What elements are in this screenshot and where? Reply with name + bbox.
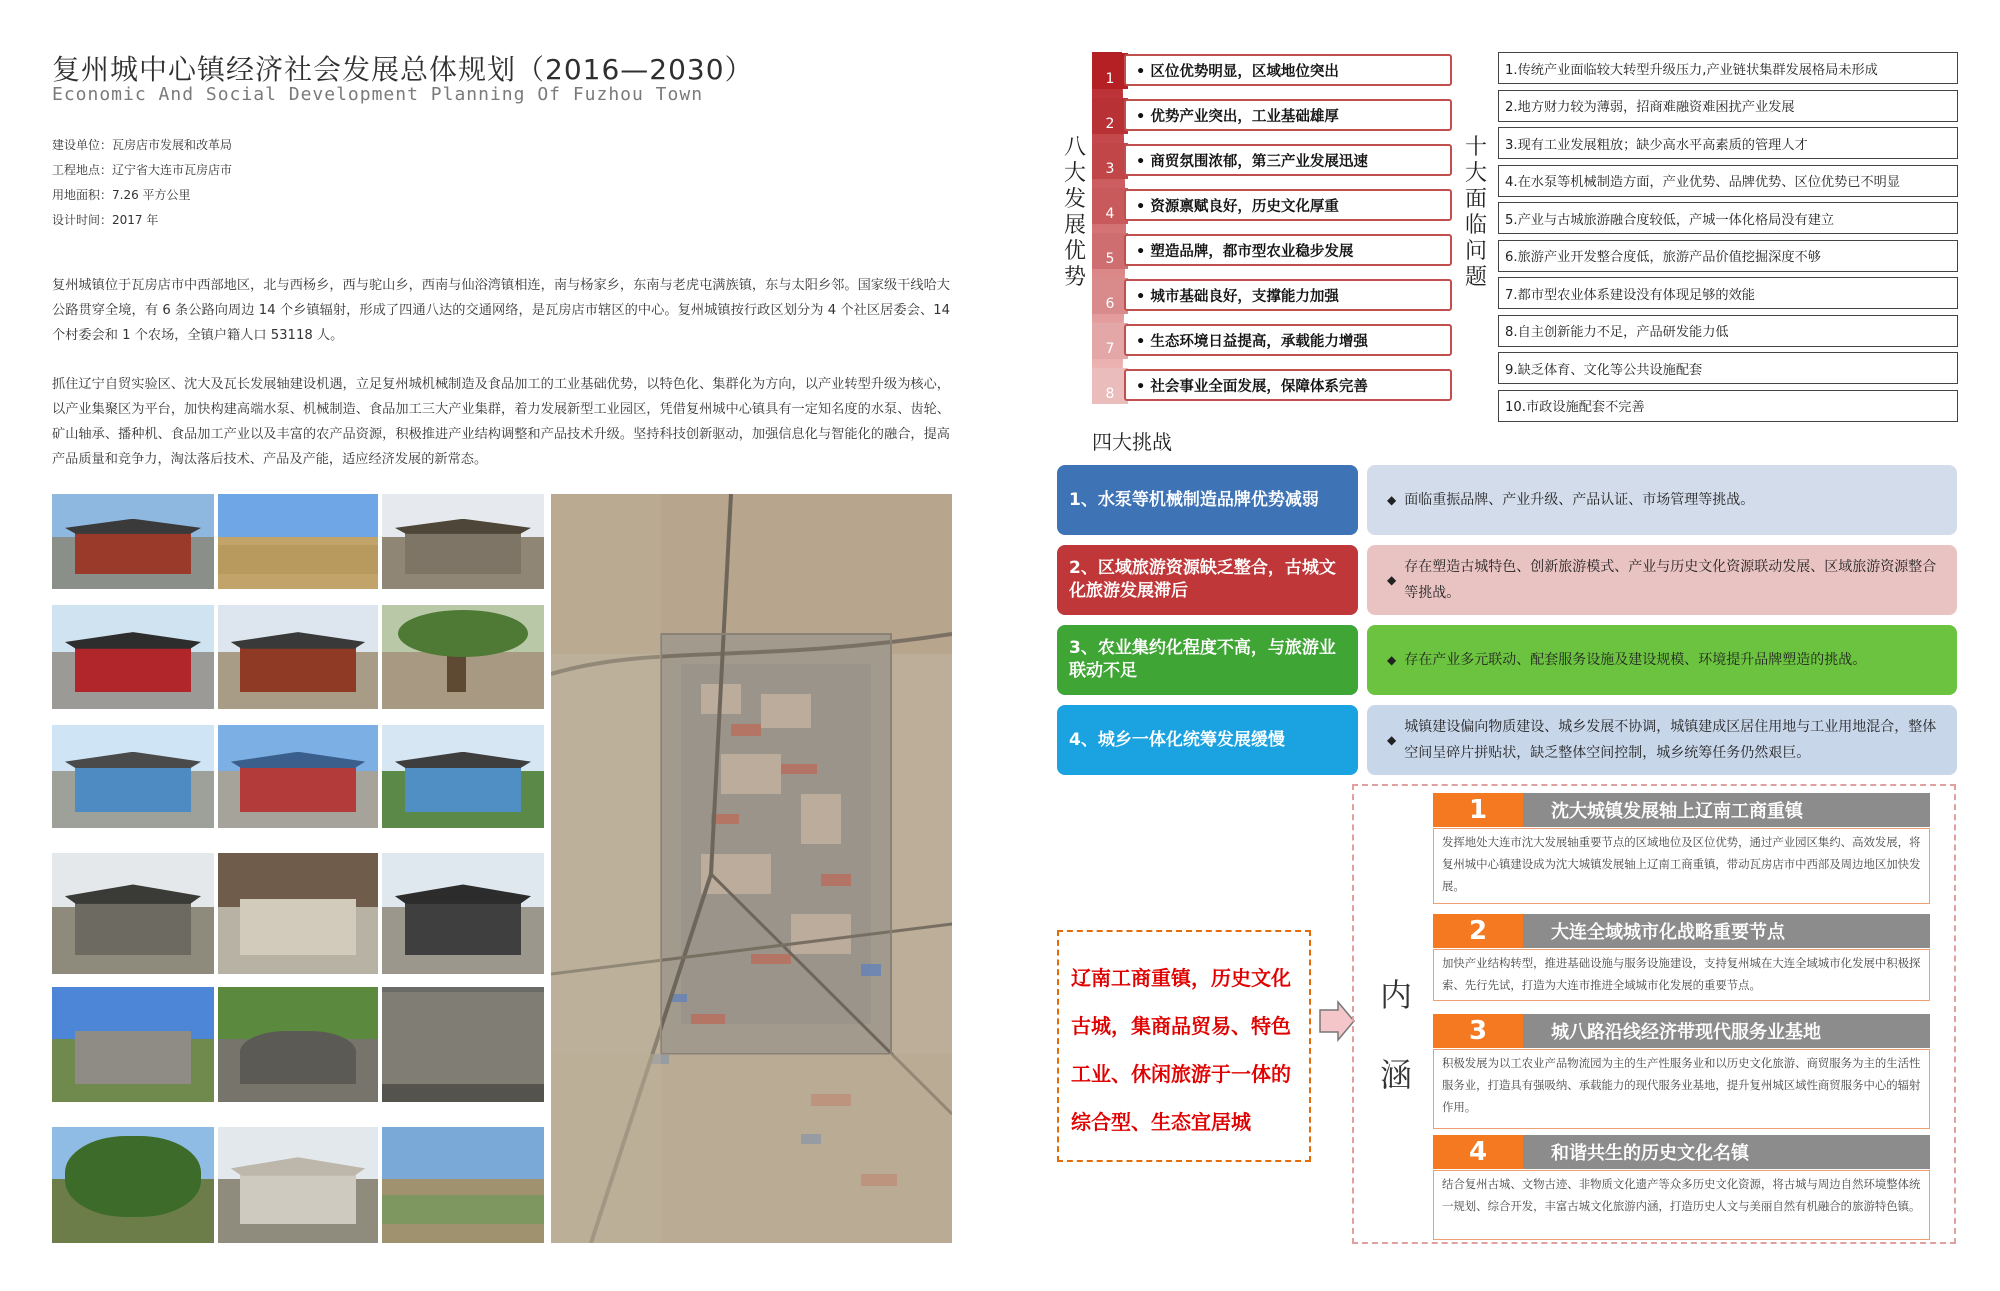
problem-item: 5.产业与古城旅游融合度较低，产城一体化格局没有建立 bbox=[1498, 202, 1958, 234]
diamond-bullet-icon: ◆ bbox=[1387, 573, 1397, 587]
connotation-title: 大连全域城市化战略重要节点 bbox=[1551, 922, 1785, 943]
connotation-number: 3 bbox=[1433, 1014, 1523, 1048]
connotation-title: 沈大城镇发展轴上辽南工商重镇 bbox=[1551, 801, 1803, 822]
photo-blue-temple bbox=[52, 725, 214, 828]
photo-memorial-arch bbox=[218, 1127, 378, 1243]
connotation-title: 城八路沿线经济带现代服务业基地 bbox=[1551, 1022, 1821, 1043]
satellite-map bbox=[551, 494, 952, 1243]
connotation-body: 结合复州古城、文物古迹、非物质文化遗产等众多历史文化资源，将古城与周边自然环境整体统一规划、综合开发，丰富古城文化旅游内涵，打造历史人文与美丽自然有机融合的旅游特色镇。 bbox=[1433, 1170, 1930, 1240]
advantage-item bbox=[1092, 143, 1454, 179]
advantage-item bbox=[1092, 188, 1454, 224]
connotation-body: 加快产业结构转型，推进基础设施与服务设施建设，支持复州城在大连全域城市化发展中积极探索、先行先试，打造为大连市推进全域城市化发展的重要节点。 bbox=[1433, 949, 1930, 1001]
photo-temple-red bbox=[52, 605, 214, 709]
diamond-bullet-icon: ◆ bbox=[1387, 653, 1397, 667]
intro-paragraph: 复州城镇位于瓦房店市中西部地区，北与西杨乡，西与驼山乡，西南与仙浴湾镇相连，南与杨家乡，东南与老虎屯满族镇，东与太阳乡邻。国家级干线哈大公路贯穿全境，有 6 条公路向周边 14 个乡镇辐射，形成了四通八达的交通网络，是瓦房店市辖区的中心。复州城镇按行政区划分为 4 个社区居委会、14 个村委会和 1 个农场，全镇户籍人口 53118 人。 bbox=[52, 278, 950, 343]
connotation-title: 和谐共生的历史文化名镇 bbox=[1551, 1143, 1749, 1164]
strategy-paragraph: 抓住辽宁自贸实验区、沈大及瓦长发展轴建设机遇，立足复州城机械制造及食品加工的工业基础优势，以特色化、集群化为方向，以产业转型升级为核心，以产业集聚区为平台，加快构建高端水泵、机械制造、食品加工三大产业集群，着力发展新型工业园区，凭借复州城中心镇具有一定知名度的水泵、齿轮、矿山轴承、播种机、食品加工产业以及丰富的农产品资源，积极推进产业结构调整和产品技术升级。坚持科技创新驱动，加强信息化与智能化的融合，提高产品质量和竞争力，淘汰落后技术、产品及产能，适应经济发展的新常态。 bbox=[52, 377, 950, 467]
diamond-bullet-icon: ◆ bbox=[1387, 733, 1397, 747]
connotation-label: 内涵 bbox=[1379, 976, 1412, 1094]
advantage-item bbox=[1092, 278, 1454, 314]
advantage-item bbox=[1092, 53, 1454, 89]
meta-location: 工程地点：辽宁省大连市瓦房店市 bbox=[52, 163, 233, 177]
positioning-slogan: 辽南工商重镇，历史文化古城，集商品贸易、特色工业、休闲旅游于一体的综合型、生态宜居城 bbox=[1057, 930, 1311, 1162]
advantage-number: 6 bbox=[1092, 278, 1128, 314]
advantages-label: 八大发展优势 bbox=[1063, 135, 1086, 290]
page-subtitle-en: Economic And Social Development Planning Of Fuzhou Town bbox=[52, 84, 704, 105]
challenge-description bbox=[1367, 545, 1957, 615]
connotation-heading bbox=[1433, 1014, 1930, 1048]
challenge-title: 2、区域旅游资源缺乏整合，古城文化旅游发展滞后 bbox=[1057, 545, 1358, 615]
advantage-number: 4 bbox=[1092, 188, 1128, 224]
advantage-item bbox=[1092, 98, 1454, 134]
advantage-text: • 社会事业全面发展，保障体系完善 bbox=[1124, 369, 1452, 401]
challenge-description-text: 存在产业多元联动、配套服务设施及建设规模、环境提升品牌塑造的挑战。 bbox=[1404, 652, 1867, 668]
connotation-body: 发挥地处大连市沈大发展轴重要节点的区域地位及区位优势，通过产业园区集约、高效发展，将复州城中心镇建设成为沈大城镇发展轴上辽南工商重镇，带动瓦房店市中西部及周边地区加快发展。 bbox=[1433, 828, 1930, 904]
advantage-item bbox=[1092, 233, 1454, 269]
connotation-number: 2 bbox=[1433, 914, 1523, 948]
connotation-heading bbox=[1433, 1135, 1930, 1169]
advantage-text: • 生态环境日益提高，承载能力增强 bbox=[1124, 324, 1452, 356]
challenge-title: 1、水泵等机械制造品牌优势减弱 bbox=[1057, 465, 1358, 535]
challenge-description-text: 存在塑造古城特色、创新旅游模式、产业与历史文化资源联动发展、区域旅游资源整合等挑战。 bbox=[1404, 559, 1937, 601]
project-meta bbox=[52, 133, 232, 233]
photo-courtyard-house bbox=[52, 853, 214, 974]
challenge-description bbox=[1367, 705, 1957, 775]
challenge-description-text: 面临重振品牌、产业升级、产品认证、市场管理等挑战。 bbox=[1404, 492, 1755, 508]
problem-item: 6.旅游产业开发整合度低，旅游产品价值挖掘深度不够 bbox=[1498, 240, 1958, 272]
arrow-right-icon bbox=[1318, 1000, 1356, 1042]
advantage-text: • 区位优势明显，区域地位突出 bbox=[1124, 54, 1452, 86]
page-title: 复州城中心镇经济社会发展总体规划（2016—2030） bbox=[52, 53, 754, 86]
photo-red-blue-hall bbox=[218, 725, 378, 828]
connotation-body: 积极发展为以工农业产品物流园为主的生产性服务业和以历史文化旅游、商贸服务为主的生活性服务业，打造具有强吸纳、承载能力的现代服务业基地，提升复州城区域性商贸服务中心的辐射作用。 bbox=[1433, 1049, 1930, 1129]
photo-temple-hall bbox=[218, 605, 378, 709]
problem-item: 4.在水泵等机械制造方面，产业优势、品牌优势、区位优势已不明显 bbox=[1498, 165, 1958, 197]
challenge-description-text: 城镇建设偏向物质建设、城乡发展不协调，城镇建成区居住用地与工业用地混合，整体空间呈碎片拼贴状，缺乏整体空间控制，城乡统筹任务仍然艰巨。 bbox=[1404, 719, 1937, 761]
problem-item: 2.地方财力较为薄弱，招商难融资难困扰产业发展 bbox=[1498, 90, 1958, 122]
advantage-text: • 资源禀赋良好，历史文化厚重 bbox=[1124, 189, 1452, 221]
advantage-number: 1 bbox=[1092, 53, 1128, 89]
advantage-item bbox=[1092, 368, 1454, 404]
photo-wall-gate bbox=[382, 494, 544, 589]
photo-ruin-wall bbox=[52, 987, 214, 1102]
challenge-title: 4、城乡一体化统筹发展缓慢 bbox=[1057, 705, 1358, 775]
challenge-description bbox=[1367, 625, 1957, 695]
advantage-number: 7 bbox=[1092, 323, 1128, 359]
advantage-number: 5 bbox=[1092, 233, 1128, 269]
problem-item: 1.传统产业面临较大转型升级压力,产业链状集群发展格局未形成 bbox=[1498, 52, 1958, 84]
connotation-heading bbox=[1433, 914, 1930, 948]
photo-ancient-tree bbox=[52, 1127, 214, 1243]
problem-item: 3.现有工业发展粗放；缺少高水平高素质的管理人才 bbox=[1498, 127, 1958, 159]
connotation-number: 1 bbox=[1433, 793, 1523, 827]
advantage-text: • 城市基础良好，支撑能力加强 bbox=[1124, 279, 1452, 311]
connotation-heading bbox=[1433, 793, 1930, 827]
advantage-text: • 优势产业突出，工业基础雄厚 bbox=[1124, 99, 1452, 131]
problem-item: 7.都市型农业体系建设没有体现足够的效能 bbox=[1498, 277, 1958, 309]
diamond-bullet-icon: ◆ bbox=[1387, 493, 1397, 507]
challenges-heading: 四大挑战 bbox=[1092, 430, 1172, 454]
meta-client: 建设单位：瓦房店市发展和改革局 bbox=[52, 138, 233, 152]
photo-gate-tower bbox=[52, 494, 214, 589]
meta-date: 设计时间：2017 年 bbox=[52, 213, 159, 227]
advantage-item bbox=[1092, 323, 1454, 359]
advantage-number: 8 bbox=[1092, 368, 1128, 404]
photo-old-tree bbox=[382, 605, 544, 709]
advantage-number: 3 bbox=[1092, 143, 1128, 179]
advantage-text: • 塑造品牌，都市型农业稳步发展 bbox=[1124, 234, 1452, 266]
photo-old-residence bbox=[382, 853, 544, 974]
photo-arch-gate bbox=[218, 987, 378, 1102]
photo-exhibit-model bbox=[218, 853, 378, 974]
photo-riverbed bbox=[382, 1127, 544, 1243]
problems-label: 十大面临问题 bbox=[1464, 135, 1487, 290]
problem-item: 9.缺乏体育、文化等公共设施配套 bbox=[1498, 352, 1958, 384]
photo-stone-wall bbox=[382, 987, 544, 1102]
photo-city-wall bbox=[218, 494, 378, 589]
advantage-number: 2 bbox=[1092, 98, 1128, 134]
challenge-title: 3、农业集约化程度不高，与旅游业联动不足 bbox=[1057, 625, 1358, 695]
advantage-text: • 商贸氛围浓郁，第三产业发展迅速 bbox=[1124, 144, 1452, 176]
photo-blue-shrine bbox=[382, 725, 544, 828]
connotation-number: 4 bbox=[1433, 1135, 1523, 1169]
challenge-description bbox=[1367, 465, 1957, 535]
problem-item: 8.自主创新能力不足，产品研发能力低 bbox=[1498, 315, 1958, 347]
problem-item: 10.市政设施配套不完善 bbox=[1498, 390, 1958, 422]
meta-area: 用地面积：7.26 平方公里 bbox=[52, 188, 191, 202]
